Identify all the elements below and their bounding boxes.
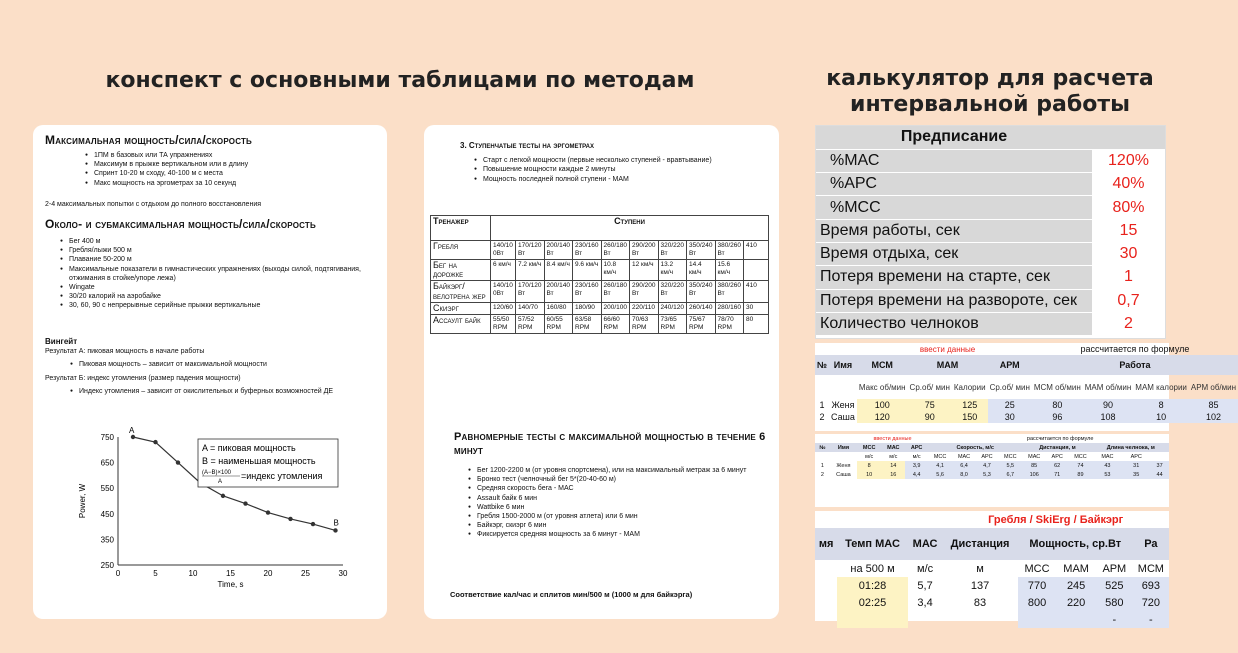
table-cell: 350/240 Вт [687,241,716,260]
table-cell: 200/100 [601,302,630,314]
table-header: Скорость, м/с [928,443,1022,452]
param-label: Время отдыха, сек [816,242,1092,265]
table-cell: 693 [1133,577,1169,594]
list-item: ● Мощность последней полной ступени - МАМ [474,175,770,184]
table-cell: 100 [857,399,908,411]
table-cell: 10.8 км/ч [601,260,630,281]
table-subheader: МАС [957,453,971,460]
table-row [815,470,1169,479]
point-label-a: A [129,426,135,435]
table-cell: 102 [1189,411,1238,423]
param-label: %МСС [816,196,1092,219]
table-cell [1018,611,1057,628]
table-row [816,312,1165,335]
table-cell: 380/260 Вт [715,281,744,302]
table-header: Длина челнока, м [1093,443,1169,452]
table-header: АРМ [988,355,1032,375]
list-item: ● Спринт 10-20 м сходу, 40-100 м с места [85,169,375,178]
table-cell: 70/63 RPM [630,315,659,334]
table-cell [815,611,837,628]
table-subheader: АРМ об/мин [1190,382,1237,392]
table-header: Дистанция, м [1022,443,1092,452]
x-tick-label: 20 [263,569,273,578]
prescription-header: Предписание [816,126,1092,149]
notes-card-max-power [33,125,387,619]
list-item: ● Wingate [60,283,375,292]
table-cell: 30 [744,302,769,314]
table-cell: 2 [819,412,825,422]
table-cell: 410 [744,241,769,260]
table-header: Ра [1133,528,1169,560]
list-item: ● Wattbike 6 мин [468,503,769,512]
x-tick-label: 5 [153,569,158,578]
table-cell: 108 [1083,411,1134,423]
table-cell: 320/220 Вт [658,241,687,260]
table-header: Мощность, ср.Вт [1018,528,1133,560]
list-item: ● Гребля/лыжи 500 м [60,246,375,255]
list-item: ● 30/20 калорий на аэробайке [60,292,375,301]
table-cell: 240/120 [658,302,687,314]
table-cell: 8 [1133,399,1189,411]
table-header: МСС [857,443,881,452]
x-tick-label: 15 [226,569,235,578]
table-cell: Женя [831,400,855,410]
table-cell: 6 км/ч [491,260,516,281]
table-cell [837,611,908,628]
table-cell: 800 [1018,594,1057,611]
table-cell: 75/67 RPM [687,315,716,334]
data-point [311,522,315,526]
data-point [176,460,180,464]
table-cell: 60/55 RPM [544,315,573,334]
table-cell: 220 [1056,594,1095,611]
list-item: ● Средняя скорость бега - МАС [468,484,769,493]
table-cell: 6,4 [952,461,976,470]
table-subheader: м/с [912,453,921,460]
table-cell [744,260,769,281]
x-tick-label: 25 [301,569,310,578]
param-label: Потеря времени на развороте, сек [816,289,1092,312]
table-row [816,149,1165,172]
x-axis-label: Time, s [217,580,244,589]
table-cell: 44 [1150,470,1169,479]
table-cell: 96 [1032,411,1083,423]
table-cell: 140/10 0Вт [491,241,516,260]
table-subheader: МСМ [1137,562,1164,575]
table-cell: 220/110 [630,302,659,314]
table-subheader: МАМ калории [1135,382,1187,392]
table-subheader: АРС [981,453,993,460]
data-point [131,435,135,439]
list-item: ● Бег 400 м [60,237,375,246]
wingate-result-a: Результат А: пиковая мощность в начале работы [45,348,205,356]
table-cell: 30 [988,411,1032,423]
table-subheader: МСМ об/мин [1033,382,1081,392]
input-note: ввести данные [873,435,912,442]
table-cell: 9.6 км/ч [573,260,602,281]
list-item: ● Бег 1200-2200 м (от уровня спортсмена), или на максимальный метраж за 6 минут [468,466,769,475]
table-cell: 5,6 [928,470,952,479]
section-title-steady-tests: Равномерные тесты с максимальной мощностью в течение 6 минут [454,431,766,457]
table-header: № [815,443,830,452]
table-cell: 78/70 RPM [715,315,744,334]
table-row [815,577,1169,594]
table-cell: Саша [836,471,851,478]
section-title-step-tests: 3. Ступенчатые тесты на эргометрах [460,141,594,150]
table-cell: 5,5 [998,461,1022,470]
table-subheader: МСС [933,453,947,460]
splits-footer: Соответствие кал/час и сплитов мин/500 м (1000 м для байкэрга) [450,590,693,599]
table-cell: 3,4 [917,596,933,609]
y-tick-label: 650 [100,458,114,468]
y-tick-label: 350 [100,535,114,545]
y-tick-label: 250 [100,561,114,570]
wingate-title: Вингейт [45,337,78,346]
table-cell: 71 [1046,470,1068,479]
data-point [243,501,247,505]
list-item: ● Максимум в прыжке вертикальном или в длину [85,160,375,169]
table-cell: 8 [857,461,881,470]
list-item: ● Байкэрг, скиэрг 6 мин [468,521,769,530]
table-cell: 62 [1046,461,1068,470]
table-header: мя [815,528,837,560]
table-cell: 280/160 [715,302,744,314]
table-subheader: м/с [917,562,934,575]
y-tick-label: 450 [100,509,114,519]
table-cell: 57/52 RPM [516,315,545,334]
table-row [816,219,1165,242]
row-label: Бег на дорожке [431,260,491,281]
table-cell: 4,1 [928,461,952,470]
table-cell: 01:28 [837,577,908,594]
table-cell: 260/140 [687,302,716,314]
rowing-calc-panel [815,511,1169,626]
attempts-note: 2-4 максимальных попытки с отдыхом до полного восстановления [45,201,262,208]
table-row [816,173,1165,196]
param-label: %АРС [816,173,1092,196]
table-cell: 89 [1068,470,1092,479]
table-cell: 15.6 км/ч [715,260,744,281]
list-item: ● Старт с легкой мощности (первые несколько ступеней - вравтывание) [474,156,770,165]
list-item: ● Повышение мощности каждые 2 минуты [474,165,770,174]
table-row [815,411,1238,423]
table-header: Имя [829,355,857,375]
table-cell: 410 [744,281,769,302]
table-row [431,241,769,260]
table-header: Работа [1032,355,1238,375]
table-subheader: м/с [889,453,898,460]
table-subheader: АРМ [1102,562,1127,575]
table-subheader: МАМ [1063,562,1089,575]
run-calc-panel [815,434,1169,507]
table-cell: 8,0 [952,470,976,479]
table-row [815,461,1169,470]
table-subheader: МСС [1004,453,1017,460]
table-cell: 74 [1068,461,1092,470]
table-cell: 245 [1056,577,1095,594]
table-cell: Женя [836,462,851,469]
data-point [221,494,225,498]
row-label: Гребля [431,241,491,260]
table-row [431,302,769,314]
param-value: 120% [1092,149,1165,172]
formula-note: рассчитается по формуле [1080,344,1190,354]
bike-calc-panel [815,343,1237,431]
table-header: Имя [830,443,857,452]
y-tick-label: 550 [100,484,114,494]
table-cell: 260/180 Вт [601,241,630,260]
table-subheader: Ср.об/ мин [909,382,950,392]
table-cell: 10 [857,470,881,479]
table-subheader: АРС [1130,453,1142,460]
param-value: 0,7 [1092,289,1165,312]
table-cell: 350/240 Вт [687,281,716,302]
table-cell: Саша [831,412,855,422]
table-cell: 200/140 Вт [544,281,573,302]
param-value: 30 [1092,242,1165,265]
table-cell: 25 [988,399,1032,411]
table-cell: 53 [1093,470,1123,479]
wingate-result-b: Результат Б: индекс утомления (размер падения мощности) [45,374,241,382]
table-cell: 85 [1022,461,1046,470]
data-point [266,510,270,514]
table-cell: 73/65 RPM [658,315,687,334]
table-cell: 160/80 [544,302,573,314]
table-row [816,242,1165,265]
table-cell: 580 [1096,594,1133,611]
table-cell: 260/180 Вт [601,281,630,302]
list-item: ● Гребля 1500-2000 м (от уровня атлета) или 6 мин [468,512,769,521]
table-cell: 200/140 Вт [544,241,573,260]
table-header: Темп МАС [837,528,908,560]
param-label: Время работы, сек [816,219,1092,242]
table-cell: 7.2 км/ч [516,260,545,281]
param-label: %МАС [816,149,1092,172]
table-subheader: Ср.об/ мин [989,382,1030,392]
param-value: 80% [1092,196,1165,219]
table-cell: 80 [744,315,769,334]
wingate-power-chart [73,425,373,610]
list-item: ● Бронко тест (челночный бег 5*(20-40-60 м) [468,475,769,484]
table-cell [1056,611,1095,628]
param-label: Количество челноков [816,312,1092,335]
table-subheader: на 500 м [850,562,895,575]
table-cell: 180/90 [573,302,602,314]
table-cell: 14.4 км/ч [687,260,716,281]
table-cell: 320/220 Вт [658,281,687,302]
table-cell: 63/58 RPM [573,315,602,334]
data-point [153,440,157,444]
list-item: ● Макс мощность на эргометрах за 10 секунд [85,179,375,188]
rowing-title: Гребля / SkiErg / Байкэрг [988,513,1124,526]
point-label-b: B [333,518,339,528]
table-row [431,315,769,334]
table-cell: 16 [881,470,905,479]
table-cell: 02:25 [837,594,908,611]
table-cell: 80 [1032,399,1083,411]
table-cell: 125 [952,399,988,411]
data-point [288,517,292,521]
table-cell: 525 [1096,577,1133,594]
param-value: 1 [1092,266,1165,289]
table-cell: 43 [1093,461,1123,470]
table-cell: 106 [1022,470,1046,479]
table-cell: 1 [820,462,824,469]
left-heading: конспект с основными таблицами по методам [105,68,695,93]
x-tick-label: 0 [115,569,121,578]
y-tick-label: 750 [100,433,114,442]
table-cell: 120 [857,411,908,423]
table-cell: 5,3 [976,470,998,479]
table-header: МСМ [857,355,908,375]
step-tests-list [474,156,770,184]
table-subheader: МАС [1028,453,1041,460]
list-item: ● 1ПМ в базовых или ТА упражнениях [85,151,375,160]
table-cell: 290/200 Вт [630,241,659,260]
table-header: МАС [908,528,943,560]
table-header: № [815,355,829,375]
table-subheader: м [976,562,984,575]
table-cell [908,611,943,628]
steady-tests-list [468,466,769,540]
legend-item: A = пиковая мощность [202,443,296,453]
legend-formula-denominator: A [218,479,223,485]
max-power-list [85,151,375,188]
table-header: Дистанция [942,528,1017,560]
table-row [816,196,1165,219]
table-subheader: МАМ об/мин [1084,382,1132,392]
param-label: Потеря времени на старте, сек [816,266,1092,289]
input-note: ввести данные [919,344,976,354]
table-cell: 4,7 [976,461,998,470]
y-axis-label: Power, W [78,483,87,519]
table-cell: 170/120 Вт [516,281,545,302]
table-row [815,594,1169,611]
table-subheader: МАС [1101,453,1114,460]
table-row [815,399,1238,411]
list-item: ● Максимальные показатели в гимнастических упражнениях (выходы силой, подтягивания, отжимания в стойке/упоре лежа) [60,265,375,283]
table-cell: 8.4 км/ч [544,260,573,281]
submax-list [60,237,375,311]
table-subheader: МСС [1074,453,1087,460]
table-cell: 2 [820,471,824,478]
table-cell [815,577,837,594]
x-tick-label: 30 [338,569,348,578]
table-cell: 230/160 Вт [573,241,602,260]
table-subheader: Калории [953,382,986,392]
row-label: Ассаулт байк [431,315,491,334]
table-cell: 90 [908,411,952,423]
table-header: Ступени [491,216,769,241]
table-cell: 75 [908,399,952,411]
table-subheader: АРС [1051,453,1063,460]
table-cell: 290/200 Вт [630,281,659,302]
table-subheader: Макс об/мин [858,382,906,392]
table-cell: 6,7 [998,470,1022,479]
table-cell: 55/50 RPM [491,315,516,334]
row-label: Скиэрг [431,302,491,314]
step-tests-table [430,215,769,334]
table-row [815,611,1169,628]
legend-item: B = наименьшая мощность [202,456,316,466]
right-heading: калькулятор для расчета интервальной работы [826,66,1154,117]
table-cell [942,611,1017,628]
table-cell: - [1133,611,1169,628]
table-header: АРС [905,443,928,452]
table-row [816,289,1165,312]
table-cell: 137 [970,579,990,592]
table-cell: 380/260 Вт [715,241,744,260]
table-cell: 31 [1122,461,1150,470]
list-item: ● Фиксируется средняя мощность за 6 минут - МАМ [468,530,769,539]
table-cell: 4,4 [905,470,928,479]
table-cell: 1 [819,400,825,410]
table-header: Тренажер [431,216,491,241]
table-cell: 37 [1150,461,1169,470]
table-cell: 83 [973,596,987,609]
prescription-panel [815,125,1166,339]
table-cell: 90 [1083,399,1134,411]
table-cell: 140/70 [516,302,545,314]
table-row [816,266,1165,289]
param-value: 15 [1092,219,1165,242]
data-point [333,528,337,532]
table-subheader: м/с [865,453,874,460]
table-cell: 140/10 0Вт [491,281,516,302]
list-item: ● 30, 60, 90 с непрерывные серийные прыжки вертикальные [60,301,375,310]
table-cell: 120/60 [491,302,516,314]
table-subheader: МСС [1024,562,1050,575]
table-header: МАС [881,443,905,452]
list-item: ● Пиковая мощность – зависит от максимальной мощности [70,360,375,369]
formula-note: рассчитается по формуле [1026,435,1094,442]
list-item: ● Индекс утомления – зависит от окислительных и буферных возможностей ДЕ [70,387,375,396]
table-cell [815,594,837,611]
table-cell: 720 [1133,594,1169,611]
table-cell: 13.2 км/ч [658,260,687,281]
table-cell: 770 [1018,577,1057,594]
list-item: ● Assault байк 6 мин [468,494,769,503]
table-cell: 3,9 [905,461,928,470]
legend-item: =индекс утомления [241,471,323,481]
table-cell: 14 [881,461,905,470]
table-cell: 85 [1189,399,1238,411]
table-cell: 150 [952,411,988,423]
table-cell: - [1096,611,1133,628]
param-value: 40% [1092,173,1165,196]
table-cell: 12 км/ч [630,260,659,281]
list-item: ● Плавание 50-200 м [60,255,375,264]
section-title-submax: Около- и субмаксимальная мощность/сила/скорость [45,217,316,231]
table-cell: 230/160 Вт [573,281,602,302]
x-tick-label: 10 [188,569,198,578]
section-title-max-power: Максимальная мощность/сила/скорость [45,133,253,147]
table-row [431,260,769,281]
table-cell: 5,7 [917,579,933,592]
row-label: Байкэрг/ велотрена жер [431,281,491,302]
table-cell: 35 [1122,470,1150,479]
notes-card-step-tests [424,125,779,619]
table-cell: 10 [1133,411,1189,423]
table-row [431,281,769,302]
param-value: 2 [1092,312,1165,335]
table-cell: 170/120 Вт [516,241,545,260]
table-header: МАМ [908,355,988,375]
legend-formula-numerator: (A−B)×100 [202,470,232,476]
table-cell: 66/60 RPM [601,315,630,334]
